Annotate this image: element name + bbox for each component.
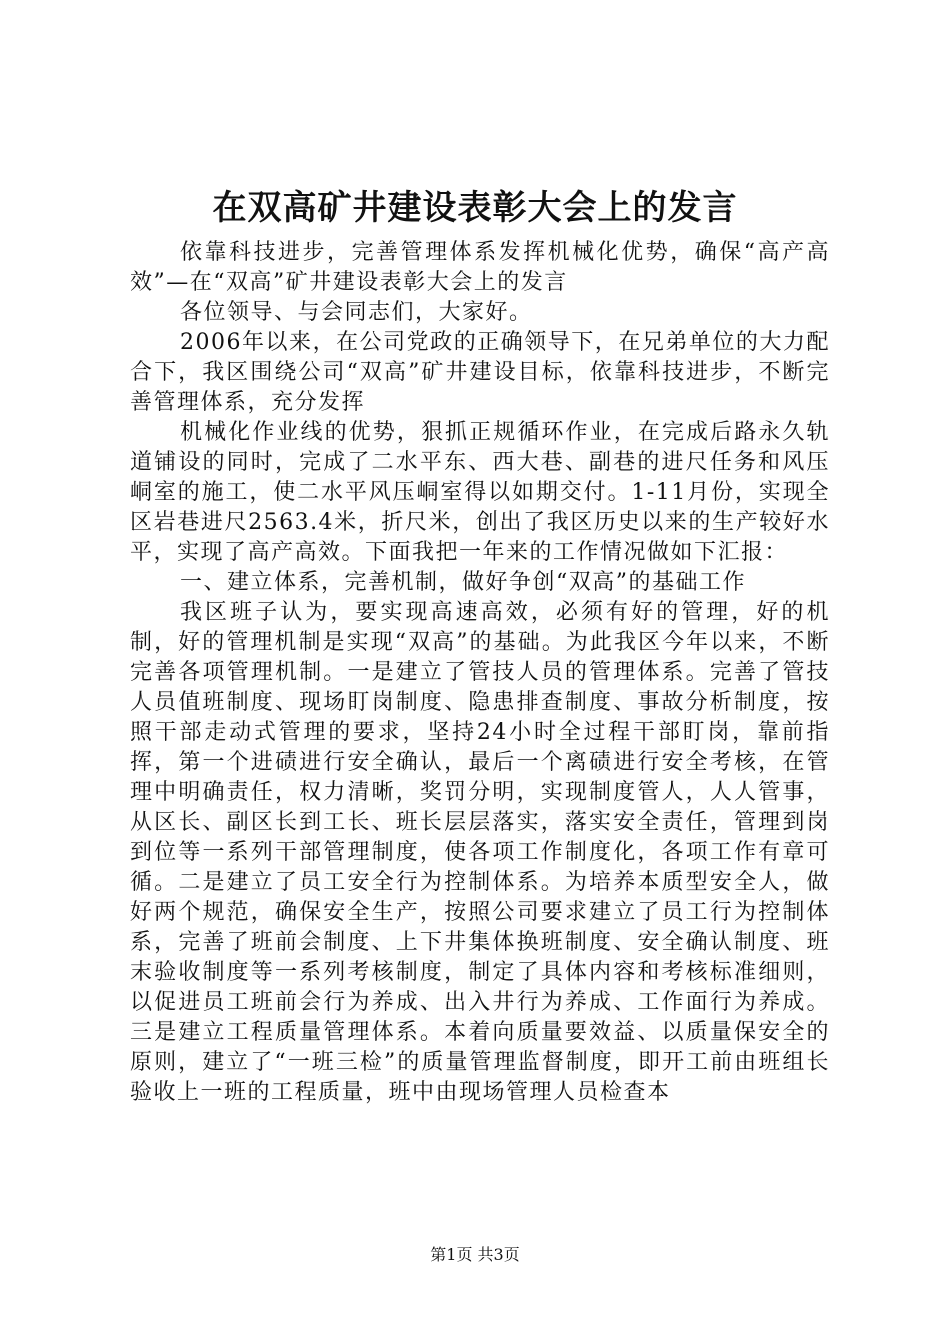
document-title: 在双高矿井建设表彰大会上的发言 xyxy=(212,188,738,228)
paragraph-management-system: 我区班子认为，要实现高速高效，必须有好的管理，好的机制，好的管理机制是实现“双高”的基础。为此我区今年以来，不断完善各项管理机制。一是建立了管技人员的管理体系。完善了管技人员值班制度、现场盯岗制度、隐患排查制度、事故分析制度，按照干部走动式管理的要求，坚持24小时全过程干部盯岗，靠前指挥，第一个进碛进行安全确认，最后一个离碛进行安全考核，在管理中明确责任，权力清晰，奖罚分明，实现制度管人，人人管事，从区长、副区长到工长、班长层层落实，落实安全责任，管理到岗到位等一系列干部管理制度，使各项工作制度化，各项工作有章可循。二是建立了员工安全行为控制体系。为培养本质型安全人，做好两个规范，确保安全生产，按照公司要求建立了员工行为控制体系，完善了班前会制度、上下井集体换班制度、安全确认制度、班末验收制度等一系列考核制度，制定了具体内容和考核标准细则，以促进员工班前会行为养成、出入井行为养成、工作面行为养成。三是建立工程质量管理体系。本着向质量要效益、以质量保安全的原则，建立了“一班三检”的质量管理监督制度，即开工前由班组长验收上一班的工程质量，班中由现场管理人员检查本 xyxy=(130,600,830,1105)
page-number: 第1页 共3页 xyxy=(430,1245,520,1264)
section-heading-1: 一、建立体系，完善机制，做好争创“双高”的基础工作 xyxy=(180,570,746,595)
document-body xyxy=(130,238,830,1108)
paragraph-greeting: 各位领导、与会同志们，大家好。 xyxy=(180,300,533,325)
paragraph-intro: 2006年以来，在公司党政的正确领导下，在兄弟单位的大力配合下，我区围绕公司“双高”矿井建设目标，依靠科技进步，不断完善管理体系，充分发挥 xyxy=(130,330,830,415)
paragraph-subtitle: 依靠科技进步，完善管理体系发挥机械化优势，确保“高产高效”—在“双高”矿井建设表彰大会上的发言 xyxy=(130,240,830,295)
paragraph-achievements: 机械化作业线的优势，狠抓正规循环作业，在完成后路永久轨道铺设的同时，完成了二水平东、西大巷、副巷的进尺任务和风压峒室的施工，使二水平风压峒室得以如期交付。1-11月份，实现全区岩巷进尺2563.4米，折尺米，创出了我区历史以来的生产较好水平，实现了高产高效。下面我把一年来的工作情况做如下汇报： xyxy=(130,420,830,565)
